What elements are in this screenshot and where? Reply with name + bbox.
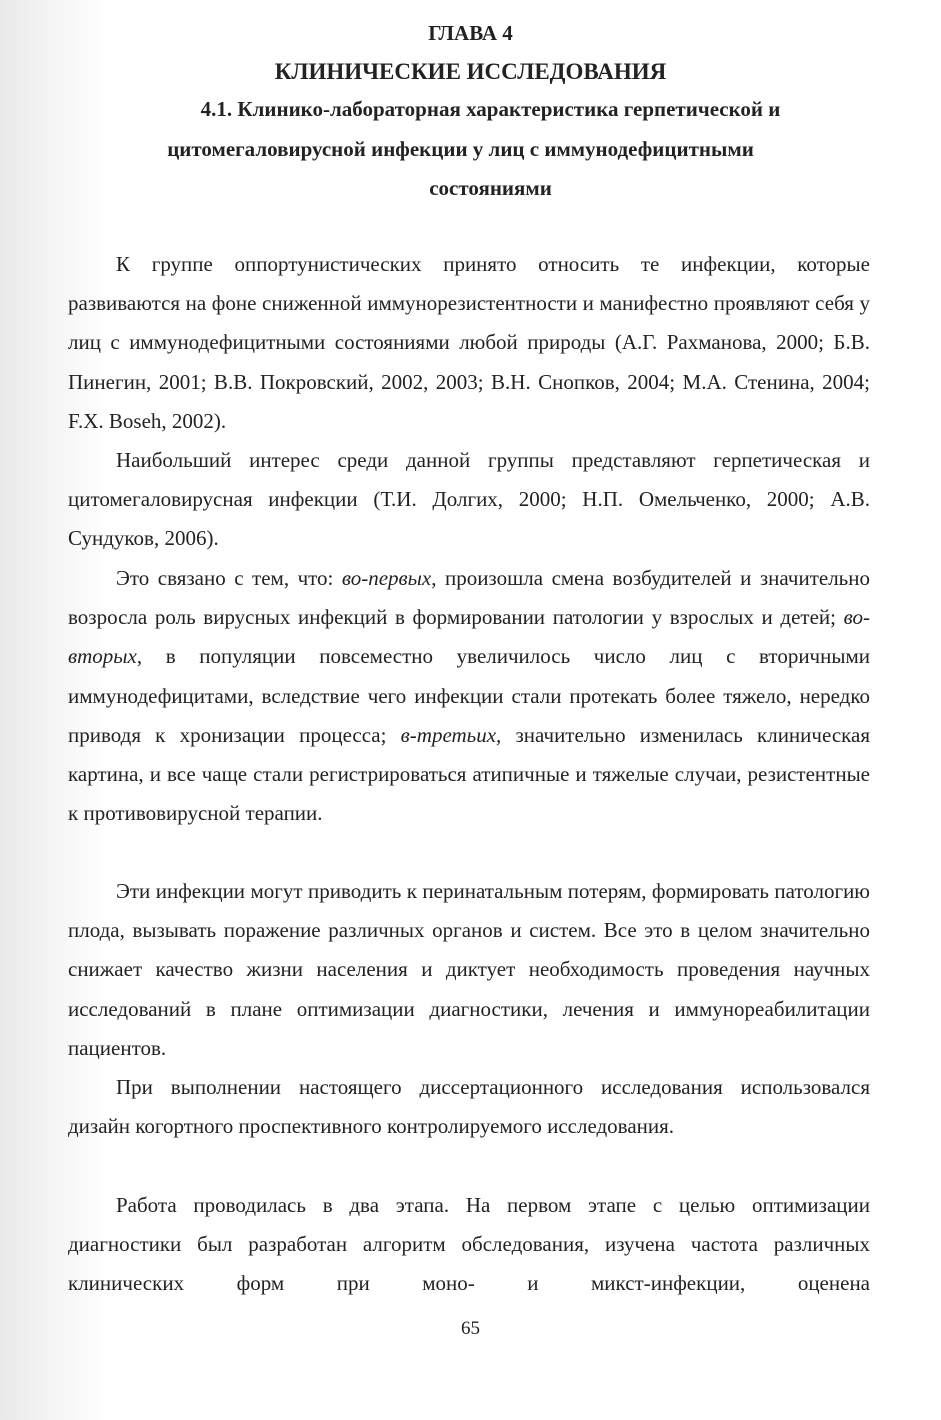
paragraph-3-emphasis-2: во-вторых bbox=[68, 605, 870, 669]
paragraph-3-text-3: , в популяции повсеместно увеличилось число лиц с вторичными иммунодефицитами, вследствие чего инфекции стали протекать более тяжело, нередко приводя к хронизации процесса; bbox=[68, 644, 870, 747]
paragraph-5: При выполнении настоящего диссертационного исследования использовался дизайн когортного проспективного контролируемого исследования. bbox=[68, 1075, 870, 1139]
section-heading-line-1: 4.1. Клинико-лабораторная характеристика герпетической и bbox=[200, 97, 781, 121]
paragraph-3-text-2: , произошла смена возбудителей и значительно возросла роль вирусных инфекций в формировании патологии у взрослых и детей; bbox=[68, 566, 870, 630]
paragraph-3-text-1: Это связано с тем, что: bbox=[116, 566, 342, 590]
paragraph-1: К группе оппортунистических принято относить те инфекции, которые развиваются на фоне сниженной иммунорезистентности и манифестно проявляют себя у лиц с иммунодефицитными состояниями любой природы (А.Г. Рахманова, 2000; Б.В. Пинегин, 2001; В.В. Покровский, 2002, 2003; В.Н. Снопков, 2004; М.А. Стенина, 2004; F.X. Boseh, 2002). bbox=[68, 252, 870, 433]
paragraph-3-text-4: значительно изменилась клиническая картина, и все чаще стали регистрироваться атипичные и тяжелые случаи, резистентные к противовирусной терапии. bbox=[68, 722, 871, 826]
chapter-number: ГЛАВА 4 bbox=[428, 21, 513, 45]
paragraph-6: Работа проводилась в два этапа. На первом этапе с целью оптимизации диагностики был разработан алгоритм обследования, изучена частота различных клинических форм при моно- и микст-инфекции, оценена bbox=[68, 1193, 870, 1296]
section-heading-line-2: цитомегаловирусной инфекции у лиц с иммунодефицитными bbox=[167, 137, 754, 161]
paragraph-3 bbox=[68, 559, 870, 833]
page-number: 65 bbox=[461, 1318, 480, 1339]
paragraph-3-emphasis-1: во-первых bbox=[341, 566, 432, 590]
paragraph-4: Эти инфекции могут приводить к перинатальным потерям, формировать патологию плода, вызывать поражение различных органов и систем. Все это в целом значительно снижает качество жизни населения и диктует необходимость проведения научных исследований в плане оптимизации диагностики, лечения и иммунореабилитации пациентов. bbox=[68, 879, 870, 1060]
section-heading-line-3: состояниями bbox=[429, 176, 552, 200]
paragraph-3-emphasis-3: в-третьих, bbox=[400, 722, 502, 747]
paragraph-2: Наибольший интерес среди данной группы представляют герпетическая и цитомегаловирусная инфекции (Т.И. Долгих, 2000; Н.П. Омельченко, 2000; А.В. Сундуков, 2006). bbox=[68, 448, 870, 551]
chapter-title: КЛИНИЧЕСКИЕ ИССЛЕДОВАНИЯ bbox=[274, 59, 667, 84]
